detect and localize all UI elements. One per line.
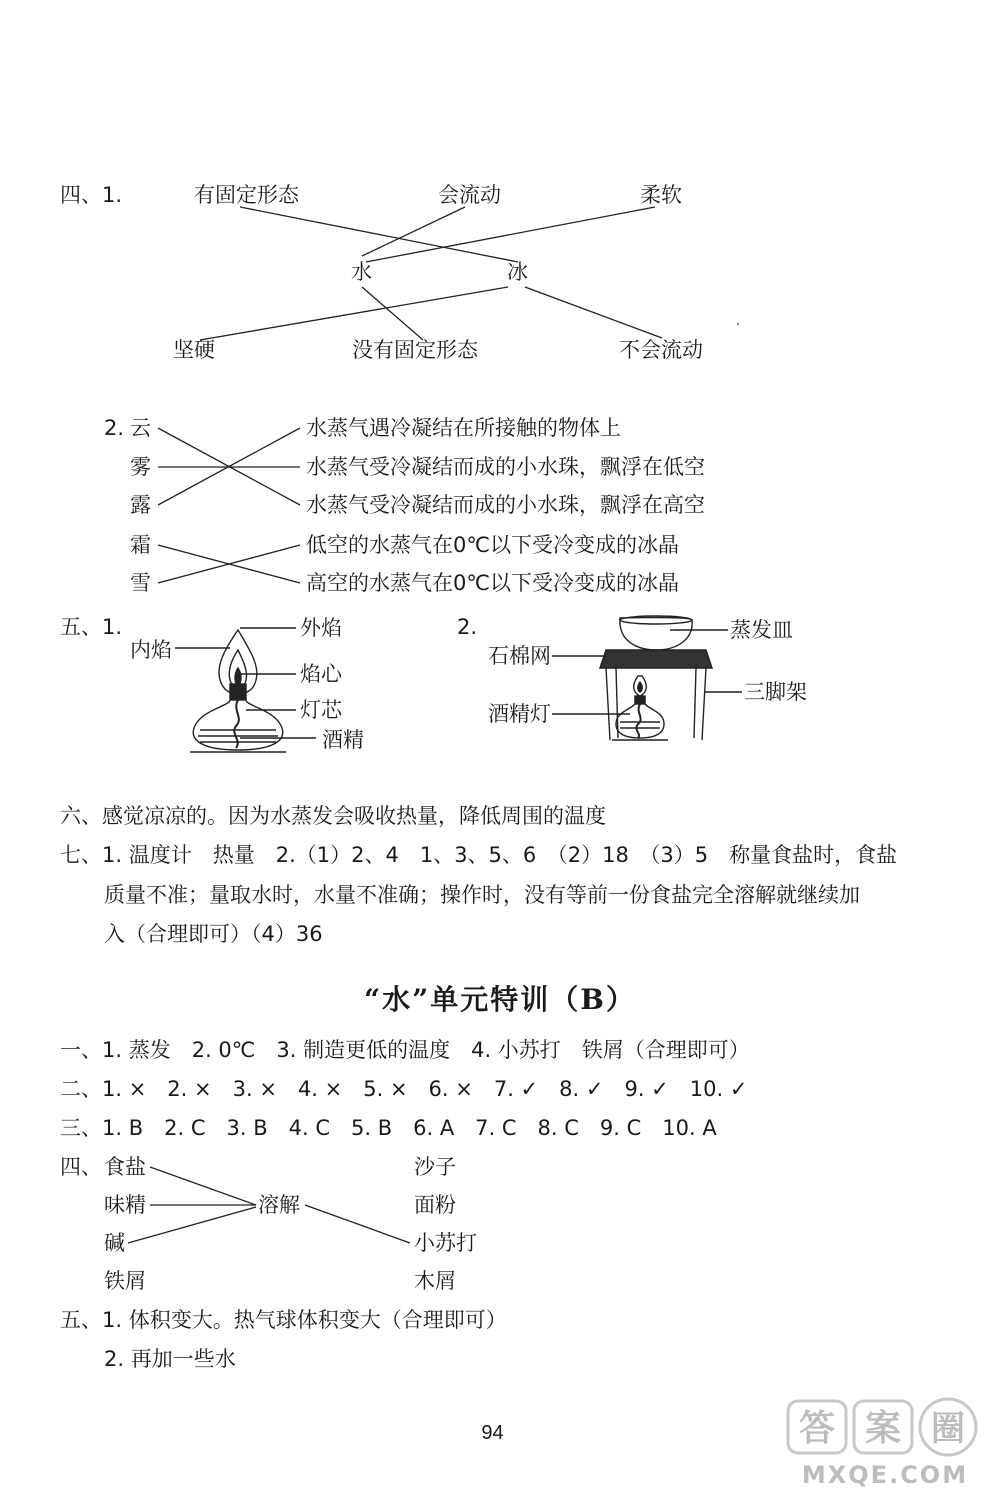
svg-text:答: 答 — [798, 1408, 836, 1449]
q4-bottom-item: 坚硬 — [173, 338, 215, 362]
watermark-logo — [780, 1395, 990, 1493]
weather-definition: 水蒸气受冷凝结而成的小水珠，飘浮在低空 — [306, 455, 705, 479]
flame-core — [235, 668, 241, 686]
q7-line: 质量不准；量取水时，水量不准确；操作时，没有等前一份食盐完全溶解就继续加 — [104, 883, 860, 907]
b4-number: 四、 — [60, 1155, 102, 1179]
b4-left-item: 食盐 — [104, 1155, 146, 1179]
b4-right-item: 沙子 — [414, 1155, 456, 1179]
b4-right-item: 木屑 — [414, 1269, 456, 1293]
b5-line: 2. 再加一些水 — [104, 1347, 236, 1371]
svg-text:案: 案 — [864, 1408, 902, 1449]
tripod-label: 蒸发皿 — [730, 618, 793, 642]
q7-line: 七、1. 温度计 热量 2.（1）2、4 1、3、5、6 （2）18 （3）5 称量食盐时，食盐 — [60, 843, 898, 867]
q4-top-item: 会流动 — [438, 183, 501, 207]
q4-top-item: 柔软 — [640, 183, 682, 207]
q4-bottom-item: 不会流动 — [619, 338, 703, 362]
line-alkali — [128, 1207, 256, 1243]
weather-term: 露 — [130, 493, 151, 517]
q5-number: 五、1. — [60, 615, 123, 639]
q4-number: 四、1. — [60, 183, 123, 207]
b4-left-item: 铁屑 — [104, 1269, 146, 1293]
lamp-label: 酒精 — [322, 728, 364, 752]
lamp-label: 焰心 — [300, 662, 342, 686]
weather-term: 雾 — [130, 455, 151, 479]
weather-term: 雪 — [130, 571, 151, 595]
b4-left-item: 碱 — [104, 1231, 125, 1255]
q6-answer: 六、感觉凉凉的。因为水蒸发会吸收热量，降低周围的温度 — [60, 804, 606, 828]
asbestos-mesh — [600, 650, 712, 668]
weather-definition: 水蒸气受冷凝结而成的小水珠，飘浮在高空 — [306, 493, 705, 517]
q4-2-number: 2. — [104, 416, 125, 440]
q4-top-item: 有固定形态 — [194, 183, 299, 207]
line-ice-hard — [200, 287, 508, 340]
svg-text:MXQE.COM: MXQE.COM — [801, 1461, 969, 1489]
section-title: “水”单元特训（B） — [364, 983, 636, 1016]
lamp-label: 外焰 — [300, 616, 342, 640]
page-number: 94 — [481, 1422, 504, 1444]
line-ice-no-flow — [525, 287, 662, 338]
lamp-label: 内焰 — [130, 638, 172, 662]
weather-definition: 高空的水蒸气在0℃以下受冷变成的冰晶 — [306, 571, 679, 595]
q7-line: 入（合理即可）（4）36 — [104, 922, 323, 946]
q4-mid-item: 水 — [351, 260, 372, 284]
b4-right-item: 小苏打 — [414, 1231, 477, 1255]
weather-term: 霜 — [130, 533, 151, 557]
line-soda — [305, 1205, 410, 1243]
line-ice-fixed-shape — [240, 207, 518, 262]
b3-answer: 三、1. B 2. C 3. B 4. C 5. B 6. A 7. C 8. C 9. C 10. A — [60, 1116, 717, 1140]
tripod-label: 石棉网 — [488, 644, 551, 668]
line-water-no-shape — [362, 287, 423, 340]
wick-holder — [230, 684, 246, 700]
q4-bottom-item: 没有固定形态 — [352, 338, 478, 362]
b4-left-item: 味精 — [104, 1193, 146, 1217]
b2-answer: 二、1. × 2. × 3. × 4. × 5. × 6. × 7. ✓ 8. ✓ 9. ✓ 10. ✓ — [60, 1077, 748, 1101]
q4-mid-item: 冰 — [507, 260, 528, 284]
line-salt — [150, 1167, 256, 1205]
lamp-label: 灯芯 — [300, 698, 342, 722]
b4-right-item: 面粉 — [414, 1193, 456, 1217]
line-water-soft — [366, 207, 655, 262]
tripod-label: 三脚架 — [744, 680, 807, 704]
svg-text:圈: 圈 — [931, 1409, 965, 1449]
tripod-label: 酒精灯 — [488, 702, 551, 726]
b5-line: 五、1. 体积变大。热气球体积变大（合理即可） — [60, 1308, 507, 1332]
weather-definition: 水蒸气遇冷凝结在所接触的物体上 — [306, 416, 621, 440]
weather-term: 云 — [130, 416, 151, 440]
b1-answer: 一、1. 蒸发 2. 0℃ 3. 制造更低的温度 4. 小苏打 铁屑（合理即可） — [60, 1038, 750, 1062]
b4-center-item: 溶解 — [258, 1193, 300, 1217]
q5-2-number: 2. — [457, 615, 478, 639]
wick — [234, 700, 239, 748]
weather-definition: 低空的水蒸气在0℃以下受冷变成的冰晶 — [306, 533, 679, 557]
